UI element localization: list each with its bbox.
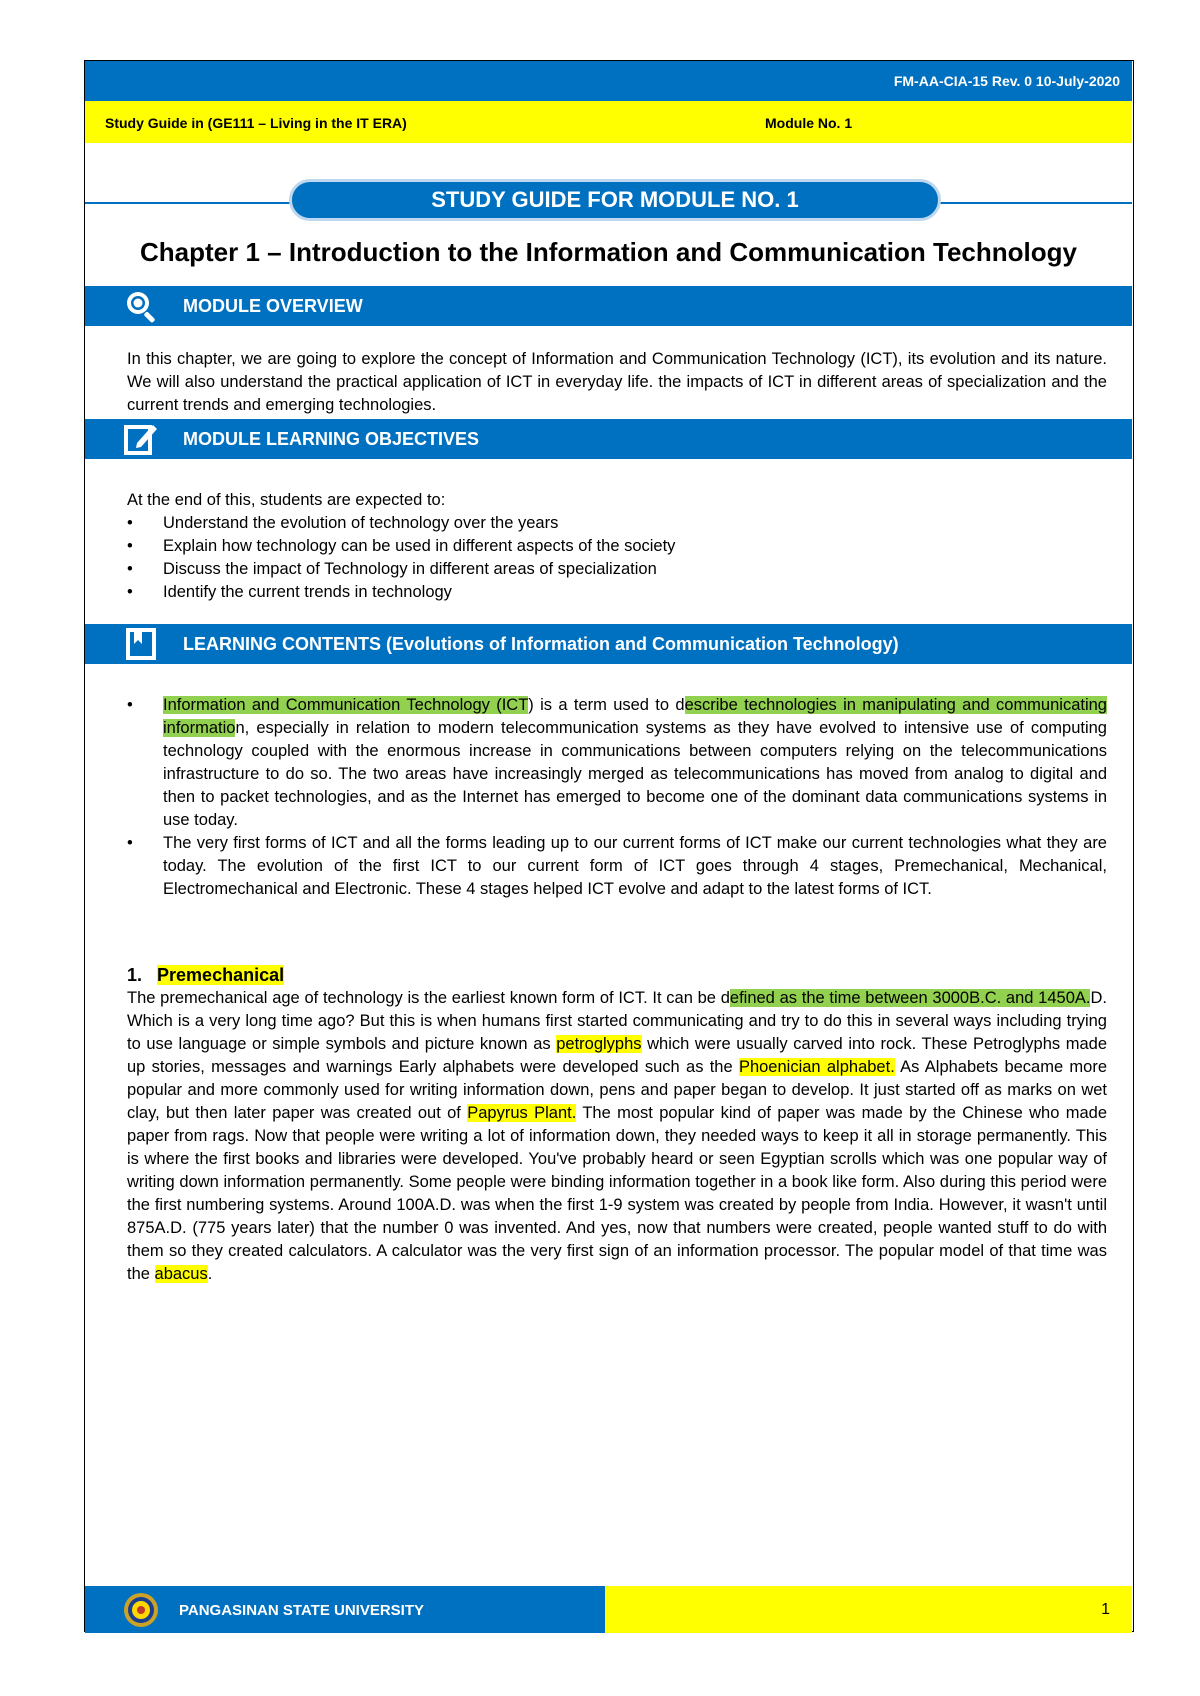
header-top-bar bbox=[85, 61, 1132, 101]
section-bar-objectives bbox=[85, 419, 1132, 459]
objectives-block bbox=[127, 489, 1107, 604]
contents-block bbox=[127, 694, 1107, 901]
section-label-overview: MODULE OVERVIEW bbox=[183, 296, 363, 316]
contents-list bbox=[127, 694, 1107, 901]
objectives-list bbox=[127, 512, 1107, 604]
contents-bullet-ict: • Information and Communication Technology (ICT) is a term used to describe technologies in manipulating and communicating information, especially in relation to modern telecommunication systems as they have evolved to intensive use of computing technology coupled with the enormous increase in communications between computers relying on the telecommunications infrastructure to do so. The two areas have increasingly merged as telecommunications has moved from analog to digital and then to packet technologies, and as the Internet has emerged to become one of the dominant data communications systems in use today. bbox=[127, 694, 1107, 832]
premechanical-text: The premechanical age of technology is the earliest known form of ICT. It can be defined as the time between 3000B.C. and 1450A.D. Which is a very long time ago? But this is when humans first started communicating and try to do this in several ways including trying to use language or simple symbols and picture known as petroglyphs which were usually carved into rock. These Petroglyphs made up stories, messages and warnings Early alphabets were developed such as the Phoenician alphabet. As Alphabets became more popular and more commonly used for writing information down, pens and paper began to develop. It just started off as marks on wet clay, but then later paper was created out of Papyrus Plant. The most popular kind of paper was made by the Chinese who made paper from rags. Now that people were writing a lot of information down, they needed ways to keep it all in storage permanently. This is where the first books and libraries were developed. You've probably heard or seen Egyptian scrolls which was one popular way of writing down information permanently. Some people were binding information together in a book like form. Also during this period were the first numbering systems. Around 100A.D. was when the first 1-9 system was created by people from India. However, it wasn't until 875A.D. (775 years later) that the number 0 was invented. And yes, now that numbers were created, people wanted stuff to do with them so they created calculators. A calculator was the very first sign of an information processor. The popular model of that time was the abacus. bbox=[127, 989, 1108, 1283]
university-name: PANGASINAN STATE UNIVERSITY bbox=[179, 1602, 425, 1619]
objective-item: • Explain how technology can be used in different aspects of the society bbox=[127, 535, 1107, 558]
footer-blue-bar bbox=[85, 1586, 605, 1633]
premechanical-section bbox=[127, 964, 1107, 1286]
highlight-time-range: efined as the time between 3000B.C. and 1450A. bbox=[729, 989, 1091, 1007]
module-number: Module No. 1 bbox=[765, 115, 853, 131]
highlight-papyrus: Papyrus Plant. bbox=[467, 1104, 577, 1122]
objective-item: • Understand the evolution of technology over the years bbox=[127, 512, 1107, 535]
section-label-contents: LEARNING CONTENTS (Evolutions of Information and Communication Technology) bbox=[183, 634, 899, 654]
magnifier-icon bbox=[123, 288, 159, 324]
highlight-abacus: abacus bbox=[154, 1265, 208, 1283]
study-guide-banner: STUDY GUIDE FOR MODULE NO. 1 bbox=[289, 179, 941, 221]
chapter-title: Chapter 1 – Introduction to the Information and Communication Technology bbox=[140, 237, 1077, 267]
highlight-phoenician: Phoenician alphabet. bbox=[738, 1058, 895, 1076]
overview-text: In this chapter, we are going to explore the concept of Information and Communication Technology (ICT), its evolution and its nature. We will also understand the practical application of ICT in everyday life. the impacts of ICT in different areas of specialization and the current trends and emerging technologies. bbox=[127, 350, 1107, 414]
highlight-petroglyphs: petroglyphs bbox=[556, 1035, 642, 1053]
objectives-intro: At the end of this, students are expected to: bbox=[127, 491, 446, 509]
objective-item: • Identify the current trends in technology bbox=[127, 581, 1107, 604]
book-icon bbox=[123, 626, 159, 662]
page-number: 1 bbox=[1101, 1601, 1110, 1618]
header-yellow-bar bbox=[85, 101, 1132, 143]
section-bar-contents bbox=[85, 624, 1132, 664]
highlight-ict-term: Information and Communication Technology (ICT bbox=[163, 696, 529, 714]
form-code: FM-AA-CIA-15 Rev. 0 10-July-2020 bbox=[893, 73, 1120, 89]
objective-item: • Discuss the impact of Technology in different areas of specialization bbox=[127, 558, 1107, 581]
title-rule-right bbox=[940, 202, 1132, 204]
contents-bullet-evolution: • The very first forms of ICT and all the forms leading up to our current forms of ICT make our current technologies what they are today. The evolution of the first ICT to our current form of ICT goes through 4 stages, Premechanical, Mechanical, Electromechanical and Electronic. These 4 stages helped ICT evolve and adapt to the latest forms of ICT. bbox=[127, 832, 1107, 901]
pencil-note-icon bbox=[123, 421, 159, 457]
title-rule-left bbox=[85, 202, 295, 204]
section-label-objectives: MODULE LEARNING OBJECTIVES bbox=[183, 429, 480, 449]
section-bar-overview bbox=[85, 286, 1132, 326]
highlight-ict-definition: escribe technologies in manipulating and communicating informatio bbox=[163, 696, 1107, 737]
university-seal-icon bbox=[123, 1592, 159, 1628]
footer-yellow-bar bbox=[605, 1586, 1132, 1633]
premechanical-heading: 1. Premechanical bbox=[127, 965, 285, 985]
study-guide-label: Study Guide in (GE111 – Living in the IT ERA) bbox=[105, 115, 407, 131]
document-page bbox=[84, 60, 1134, 1632]
